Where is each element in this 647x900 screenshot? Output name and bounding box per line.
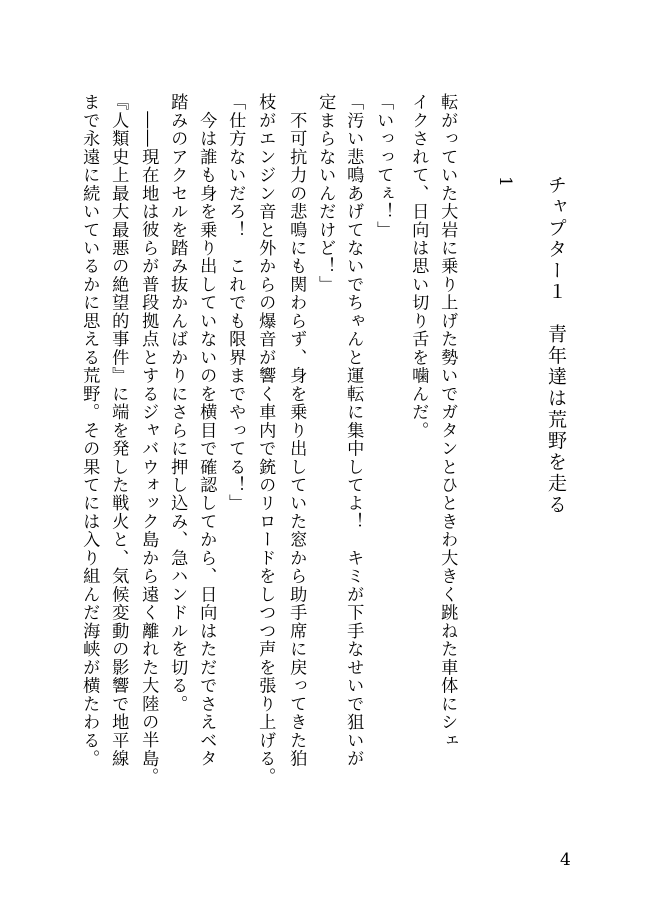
body-line: まで永遠に続いているかに思える荒野。その果てには入り組んだ海峡が横たわる。	[79, 93, 100, 768]
body-line: 不可抗力の悲鳴にも関わらず、身を乗り出していた窓から助手席に戻ってきた狛	[286, 93, 307, 768]
body-line: 踏みのアクセルを踏み抜かんばかりにさらに押し込み、急ハンドルを切る。	[167, 93, 188, 713]
body-line: イクされて、日向は思い切り舌を噛んだ。	[408, 93, 429, 440]
body-line: 「仕方ないだろ！ これでも限界までやってる！」	[225, 93, 246, 513]
chapter-title: チャプター１ 青年達は荒野を走る	[545, 175, 567, 516]
body-line: 「いっってぇ！」	[373, 93, 394, 239]
body-line: 『人類史上最大最悪の絶望的事件』に端を発した戦火と、気候変動の影響で地平線	[108, 93, 129, 768]
chapter-number: 1	[495, 176, 515, 187]
body-line: 定まらないんだけど！」	[315, 93, 336, 294]
page-number: 4	[560, 850, 571, 870]
body-line: 「汚い悲鳴あげてないでちゃんと運転に集中してよ！ キミが下手なせいで狙いが	[343, 93, 364, 768]
body-line: 今は誰も身を乗り出していないのを横目で確認してから、日向はただでさえベタ	[196, 93, 217, 768]
body-line: 枝がエンジン音と外からの爆音が響く車内で銃のリロードをしつつ声を張り上げる。	[255, 93, 276, 786]
body-line: ――現在地は彼らが普段拠点とするジャバウォック島から遠く離れた大陸の半島。	[138, 93, 159, 786]
body-line: 転がっていた大岩に乗り上げた勢いでガタンとひときわ大きく跳ねた車体にシェ	[437, 93, 458, 750]
